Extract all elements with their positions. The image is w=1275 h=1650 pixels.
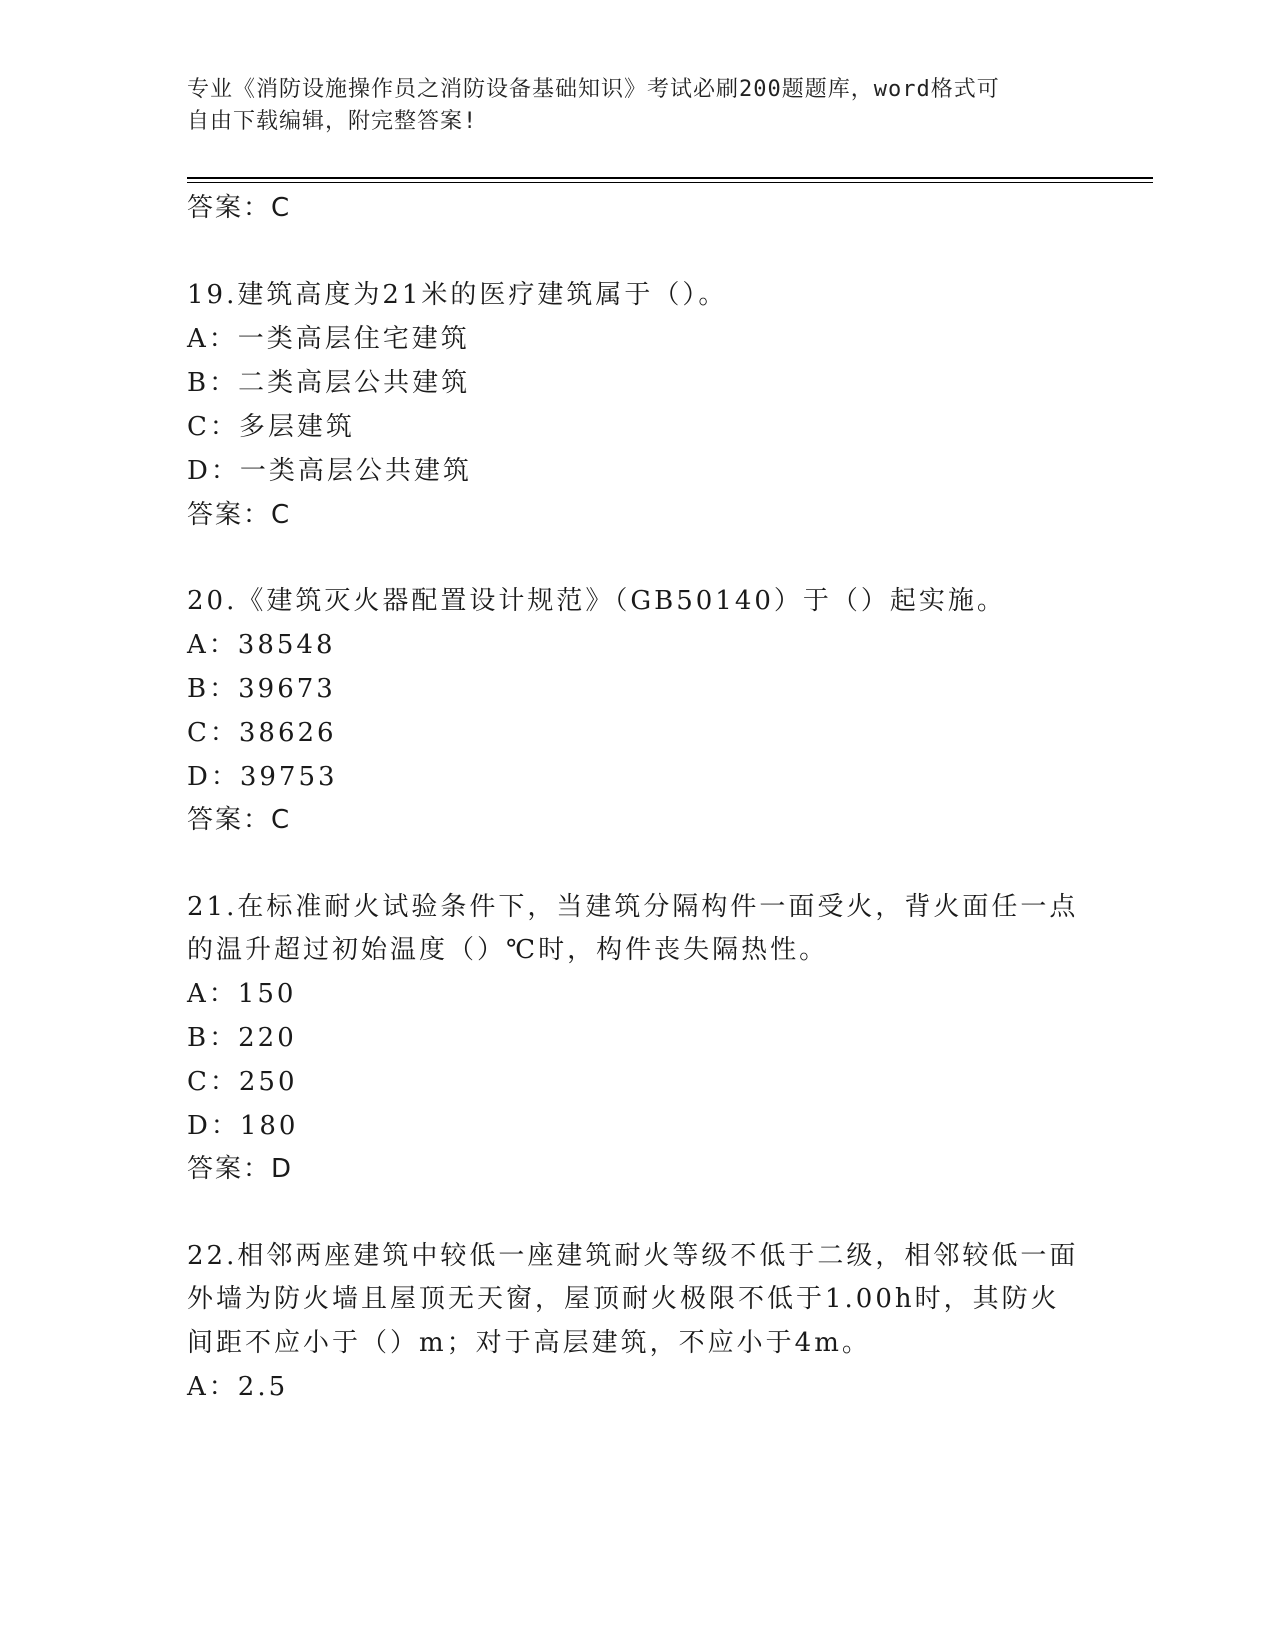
question-19-option-c: C：多层建筑	[187, 412, 355, 442]
question-21-text-line-2: 的温升超过初始温度（）℃时，构件丧失隔热性。	[187, 935, 829, 965]
question-21-answer: 答案：D	[187, 1154, 294, 1184]
question-20-text: 20.《建筑灭火器配置设计规范》（GB50140）于（）起实施。	[187, 586, 1006, 616]
question-21-option-a: A：150	[187, 979, 297, 1009]
header-line-2: 自由下载编辑，附完整答案!	[187, 109, 478, 134]
header-divider-thin	[187, 182, 1153, 183]
question-21-text-line-1: 21.在标准耐火试验条件下，当建筑分隔构件一面受火，背火面任一点	[187, 892, 1079, 922]
question-19-text: 19.建筑高度为21米的医疗建筑属于（）。	[187, 280, 728, 310]
question-19-option-a: A：一类高层住宅建筑	[187, 324, 470, 354]
question-19-option-b: B：二类高层公共建筑	[187, 368, 471, 398]
question-21-option-d: D：180	[187, 1111, 299, 1141]
question-22-text-line-2: 外墙为防火墙且屋顶无天窗，屋顶耐火极限不低于1.00h时，其防火	[187, 1284, 1060, 1314]
question-20-option-d: D：39753	[187, 762, 338, 792]
question-22-text-line-3: 间距不应小于（）m；对于高层建筑，不应小于4m。	[187, 1328, 871, 1358]
question-22-text-line-1: 22.相邻两座建筑中较低一座建筑耐火等级不低于二级，相邻较低一面	[187, 1241, 1079, 1271]
question-19-answer: 答案：C	[187, 500, 292, 530]
question-20-option-b: B：39673	[187, 674, 336, 704]
question-20-option-a: A：38548	[187, 630, 336, 660]
question-20-answer: 答案：C	[187, 805, 292, 835]
header-divider-thick	[187, 177, 1153, 179]
question-20-option-c: C：38626	[187, 718, 337, 748]
question-21-option-b: B：220	[187, 1023, 297, 1053]
document-header	[187, 74, 1067, 138]
question-19-option-d: D：一类高层公共建筑	[187, 456, 472, 486]
answer-line: 答案：C	[187, 193, 292, 223]
question-22-option-a: A：2.5	[187, 1372, 289, 1402]
header-line-1: 专业《消防设施操作员之消防设备基础知识》考试必刷200题题库，word格式可	[187, 77, 1000, 102]
question-21-option-c: C：250	[187, 1067, 298, 1097]
